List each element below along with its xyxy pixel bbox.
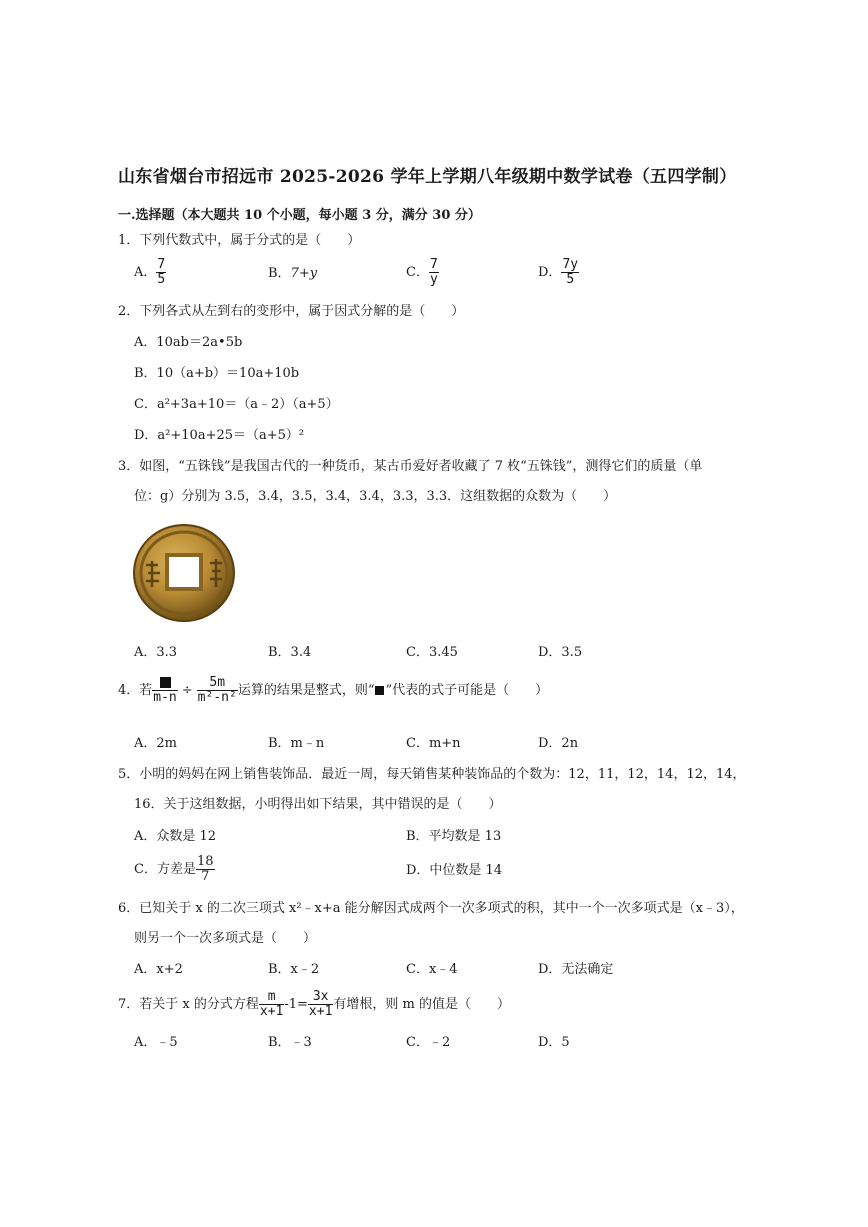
q1-a-denominator: 5 — [157, 272, 166, 287]
q1-a-fraction — [156, 258, 166, 287]
q4-prefix: 4．若 — [118, 683, 153, 698]
q1-d-numerator: 7y — [562, 257, 579, 272]
q1-option-d — [538, 258, 579, 287]
q1-a-label: A． — [134, 265, 157, 280]
q5-option-a: A．众数是 12 — [134, 829, 217, 844]
divide-sign: ÷ — [181, 683, 193, 698]
q5-option-c — [134, 855, 215, 884]
q3-stem-line2: 位：g）分别为 3.5，3.4，3.5，3.4，3.4，3.3，3.3．这组数据的众数为（ ） — [134, 489, 617, 504]
q5-c-denominator: 7 — [201, 869, 210, 884]
section-header: 一.选择题（本大题共 10 个小题，每小题 3 分，满分 30 分） — [118, 208, 481, 223]
q1-d-label: D． — [538, 265, 562, 280]
q1-c-numerator: 7 — [429, 257, 438, 272]
q1-stem: 1．下列代数式中，属于分式的是（ ） — [118, 233, 361, 248]
q4-frac2-numerator: 5m — [197, 676, 238, 691]
q1-c-denominator: y — [429, 272, 438, 287]
page-title: 山东省烟台市招远市 2025-2026 学年上学期八年级期中数学试卷（五四学制） — [118, 167, 737, 187]
q5-option-d: D．中位数是 14 — [406, 863, 503, 878]
q4-frac1-denominator: m-n — [153, 690, 177, 705]
q5-option-b: B．平均数是 13 — [406, 829, 502, 844]
q4-fraction-1 — [152, 676, 177, 705]
q2-option-c: C．a²+3a+10＝（a﹣2）（a+5） — [134, 397, 339, 412]
q4-stem — [118, 676, 548, 705]
q4-option-b: B．m﹣n — [268, 736, 325, 751]
q6-stem-line2: 则另一个一次多项式是（ ） — [134, 931, 317, 946]
q1-d-denominator: 5 — [566, 272, 575, 287]
q2-option-a: A．10ab＝2a•5b — [134, 335, 243, 350]
q3-option-c: C．3.45 — [406, 645, 458, 660]
q5-stem-line2: 16．关于这组数据，小明得出如下结果，其中错误的是（ ） — [134, 797, 502, 812]
q4-suffix-b: ”代表的式子可能是（ ） — [385, 683, 549, 698]
q7-option-a: A．﹣5 — [134, 1035, 178, 1050]
q7-fraction-1 — [259, 990, 284, 1019]
q2-option-b: B．10（a+b）＝10a+10b — [134, 366, 300, 381]
q3-option-a: A．3.3 — [134, 645, 178, 660]
q7-frac2-denominator: x+1 — [308, 1004, 333, 1019]
q7-prefix: 7．若关于 x 的分式方程 — [118, 997, 259, 1012]
q7-suffix: 有增根，则 m 的值是（ ） — [333, 997, 510, 1012]
q5-c-fraction — [196, 855, 215, 884]
q2-option-d: D．a²+10a+25＝（a+5）² — [134, 428, 305, 443]
q7-option-b: B．﹣3 — [268, 1035, 312, 1050]
q6-option-b: B．x﹣2 — [268, 962, 320, 977]
q1-b-label: B． — [268, 266, 291, 281]
q4-option-a: A．2m — [134, 736, 177, 751]
q1-a-numerator: 7 — [157, 257, 166, 272]
q7-frac1-numerator: m — [259, 990, 284, 1005]
q1-b-text: 7+y — [290, 266, 318, 281]
q4-frac1-numerator — [152, 676, 177, 691]
q6-option-a: A．x+2 — [134, 962, 183, 977]
q7-frac2-numerator: 3x — [308, 990, 333, 1005]
q6-option-c: C．x﹣4 — [406, 962, 458, 977]
q4-fraction-2 — [197, 676, 238, 705]
q4-option-c: C．m+n — [406, 736, 461, 751]
q6-option-d: D．无法确定 — [538, 962, 614, 977]
q7-stem — [118, 990, 510, 1019]
q3-stem-line1: 3．如图，“五铢钱”是我国古代的一种货币，某古币爱好者收藏了 7 枚“五铢钱”，测得它们的质量（单 — [118, 459, 703, 474]
q3-option-b: B．3.4 — [268, 645, 312, 660]
q1-d-fraction — [561, 258, 579, 287]
q7-fraction-2 — [308, 990, 333, 1019]
q7-middle: -1= — [284, 997, 308, 1012]
q4-suffix-a: 运算的结果是整式，则“ — [237, 683, 375, 698]
wuzhu-coin-image — [132, 523, 236, 623]
q4-option-d: D．2n — [538, 736, 579, 751]
q7-frac1-denominator: x+1 — [259, 1004, 284, 1019]
q1-option-b — [268, 266, 317, 282]
black-square-icon — [160, 677, 171, 688]
q7-option-c: C．﹣2 — [406, 1035, 451, 1050]
q1-c-label: C． — [406, 265, 429, 280]
q2-stem: 2．下列各式从左到右的变形中，属于因式分解的是（ ） — [118, 304, 465, 319]
q5-stem-line1: 5．小明的妈妈在网上销售装饰品．最近一周，每天销售某种装饰品的个数为：12，11，12，14，12，14， — [118, 767, 746, 782]
black-square-icon — [375, 686, 384, 695]
q5-c-numerator: 18 — [196, 854, 214, 869]
q1-option-a — [134, 258, 166, 287]
q7-option-d: D．5 — [538, 1035, 570, 1050]
q3-option-d: D．3.5 — [538, 645, 583, 660]
q1-option-c — [406, 258, 439, 287]
q1-c-fraction — [429, 258, 439, 287]
q6-stem-line1: 6．已知关于 x 的二次三项式 x²﹣x+a 能分解因式成两个一次多项式的积，其中一个一次多项式是（x﹣3）， — [118, 901, 744, 916]
q5-c-label: C．方差是 — [134, 862, 196, 877]
q4-frac2-denominator: m²-n² — [197, 690, 237, 705]
